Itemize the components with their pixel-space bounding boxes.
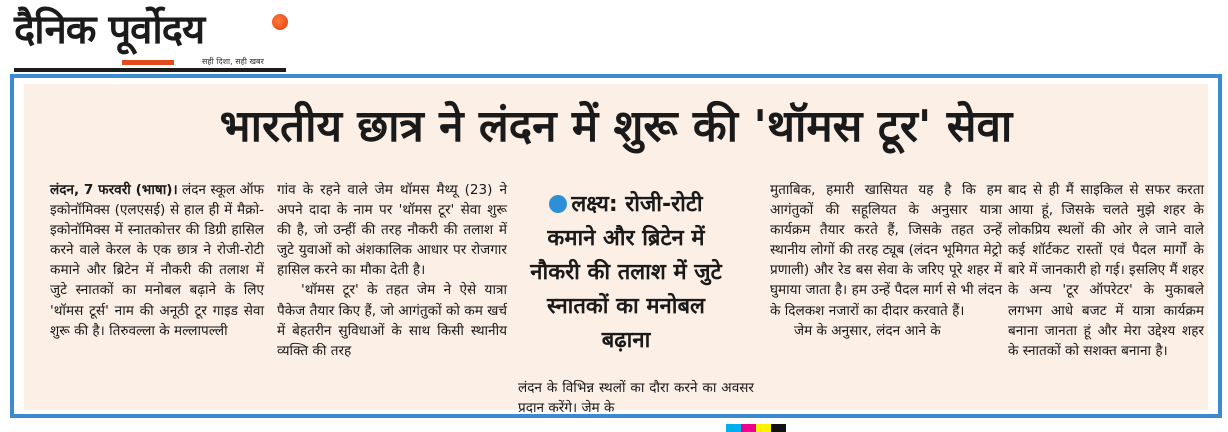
print-registration-mark [726,424,786,432]
article-body [24,84,1208,417]
article-headline: भारतीय छात्र ने लंदन में शुरू की 'थॉमस टूर' सेवा [219,101,1013,152]
magenta-swatch [741,424,756,432]
yellow-swatch [756,424,771,432]
column-5-text: बाद से ही मैं साइकिल से सफर करता आया हूं, जिसके चलते मुझे शहर के लोकप्रिय स्थलों की ओर ले जाने वाले कई शॉर्टकट रास्तों एवं पैदल मार्गों के बारे में जानकारी हो गई। इसलिए मैं शहर के अन्य 'टूर ऑपरेटर' के मुकाबले लगभग आधे बजट में यात्रा कार्यक्रम बनाना जानता हूं और मेरा उद्देश्य शहर के स्नातकों को सशक्त बनाना है। [1008,182,1204,359]
dateline: लंदन, 7 फरवरी (भाषा)। [50,182,178,198]
masthead-rule [14,68,286,72]
column-1-body: लंदन स्कूल ऑफ इकोनॉमिक्स (एलएसई) से हाल ही में मैक्रो-इकोनॉमिक्स में स्नातकोत्तर की डिग्री हासिल करने वाले केरल के एक छात्र ने रोजी-रोटी कमाने और ब्रिटेन में नौकरी की तलाश में जुटे स्नातकों का मनोबल बढ़ाने के लिए 'थॉमस टूर्स' नाम की अनूठी टूर गाइड सेवा शुरू की है। तिरुवल्ला के मल्लापल्ली [50,182,265,339]
column-4-paragraph-2: जेम के अनुसार, लंदन आने के [794,322,941,339]
masthead-logo [14,6,304,76]
article-column-2 [277,180,507,412]
article-column-1 [50,180,264,412]
cyan-swatch [726,424,741,432]
article-column-5 [1008,180,1204,412]
article-frame [10,74,1222,418]
column-1-text [50,180,264,341]
tagline-bar [122,60,174,65]
black-swatch [771,424,786,432]
newspaper-tagline: सही दिशा, सही खबर [202,57,264,66]
logo-sun-icon [272,14,288,30]
article-column-4 [770,180,1002,412]
pull-quote-label: लक्ष्य [571,192,609,217]
article-column-3-foot: लंदन के विभिन्न स्थलों का दौरा करने का अवसर प्रदान करेंगे। जेम के [518,380,754,417]
bullet-dot-icon [549,195,567,213]
column-2-paragraph-2: 'थॉमस टूर' के तहत जेम ने ऐसे यात्रा पैकेज तैयार किए हैं, जो आगंतुकों को कम खर्च में बेहतरीन सुविधाओं के साथ किसी स्थानीय व्यक्ति की तरह [277,282,507,359]
column-2-paragraph-1: गांव के रहने वाले जेम थॉमस मैथ्यू (23) ने अपने दादा के नाम पर 'थॉमस टूर' सेवा शुरू की है, जो उन्हीं की तरह नौकरी की तलाश में जुटे युवाओं को अंशकालिक आधार पर रोजगार हासिल करने का मौका देती है। [277,182,507,279]
pull-quote [526,188,726,380]
pull-quote-text: : रोजी-रोटी कमाने और ब्रिटेन में नौकरी की तलाश में जुटे स्नातकों का मनोबल बढ़ाना [530,192,722,353]
column-4-paragraph-1: मुताबिक, हमारी खासियत यह है कि हम आगंतुकों की सहूलियत के अनुसार यात्रा कार्यक्रम तैयार करते हैं, जिसके तहत उन्हें स्थानीय लोगों की तरह ट्यूब (लंदन भूमिगत मेट्रो प्रणाली) और रेड बस सेवा के जरिए पूरे शहर में घुमाया जाता है। हम उन्हें पैदल मार्ग से भी लंदन के दिलकश नजारों का दीदार करवाते हैं। [770,182,1002,319]
newspaper-name: दैनिक पूर्वोदय [14,7,205,53]
